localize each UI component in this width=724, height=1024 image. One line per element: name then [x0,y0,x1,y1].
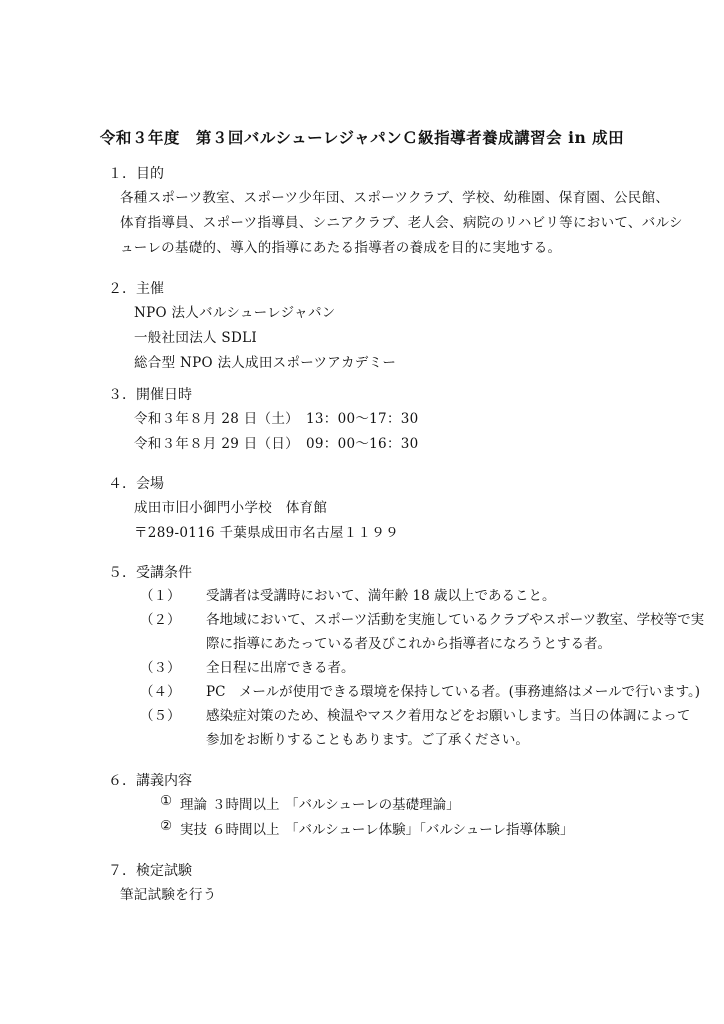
section-heading-schedule: ３．開催日時 [108,387,192,403]
schedule-line: 令和３年８月 29 日（日） 09：00～16：30 [134,436,419,452]
document-title: 令和３年度 第３回バルシューレジャパンＣ級指導者養成講習会 in 成田 [99,128,625,147]
lecture-kind: 理論 [180,797,207,813]
lecture-hours: ３時間以上 [212,797,280,813]
condition-number: （４） [140,684,181,700]
purpose-line: ューレの基礎的、導入的指導にあたる指導者の養成を目的に実地する。 [120,240,562,256]
condition-text: PC メールが使用できる環境を保持している者。(事務連絡はメールで行います。) [206,684,701,700]
condition-text: 感染症対策のため、検温やマスク着用などをお願いします。当日の体調によって [206,708,691,724]
lecture-title: 「バルシューレ体験」「バルシューレ指導体験」 [285,822,574,838]
organizer-line: NPO 法人バルシューレジャパン [134,305,336,321]
schedule-line: 令和３年８月 28 日（土） 13：00～17：30 [134,411,419,427]
organizer-line: 一般社団法人 SDLI [134,330,257,346]
condition-text: 各地域において、スポーツ活動を実施しているクラブやスポーツ教室、学校等で実 [206,612,705,628]
condition-number: （２） [140,612,181,628]
lecture-kind: 実技 [180,822,207,838]
section-heading-exam: ７．検定試験 [108,863,192,879]
condition-number: （５） [140,708,181,724]
condition-continuation: 際に指導にあたっている者及びこれから指導者になろうとする者。 [206,636,611,652]
section-heading-organizer: ２．主催 [108,281,164,297]
lecture-number: ② [160,818,173,834]
venue-line: 〒289-0116 千葉県成田市名古屋１１９９ [134,525,399,541]
lecture-number: ① [160,793,173,809]
purpose-line: 各種スポーツ教室、スポーツ少年団、スポーツクラブ、学校、幼稚園、保育園、公民館、 [120,190,670,206]
condition-continuation: 参加をお断りすることもあります。ご了承ください。 [206,732,529,748]
condition-number: （３） [140,660,181,676]
section-heading-purpose: １．目的 [108,166,164,182]
condition-number: （１） [140,588,181,604]
condition-text: 全日程に出席できる者。 [206,660,355,676]
section-heading-lectures: ６．講義内容 [108,773,192,789]
exam-line: 筆記試験を行う [120,887,217,903]
section-heading-conditions: ５．受講条件 [108,565,192,581]
organizer-line: 総合型 NPO 法人成田スポーツアカデミー [134,355,397,371]
condition-text: 受講者は受講時において、満年齢 18 歳以上であること。 [206,588,556,604]
purpose-line: 体育指導員、スポーツ指導員、シニアクラブ、老人会、病院のリハビリ等において、バルシ [120,215,683,231]
section-heading-venue: ４．会場 [108,476,164,492]
venue-line: 成田市旧小御門小学校 体育館 [134,500,328,516]
lecture-title: 「バルシューレの基礎理論」 [285,797,460,813]
lecture-hours: ６時間以上 [212,822,280,838]
